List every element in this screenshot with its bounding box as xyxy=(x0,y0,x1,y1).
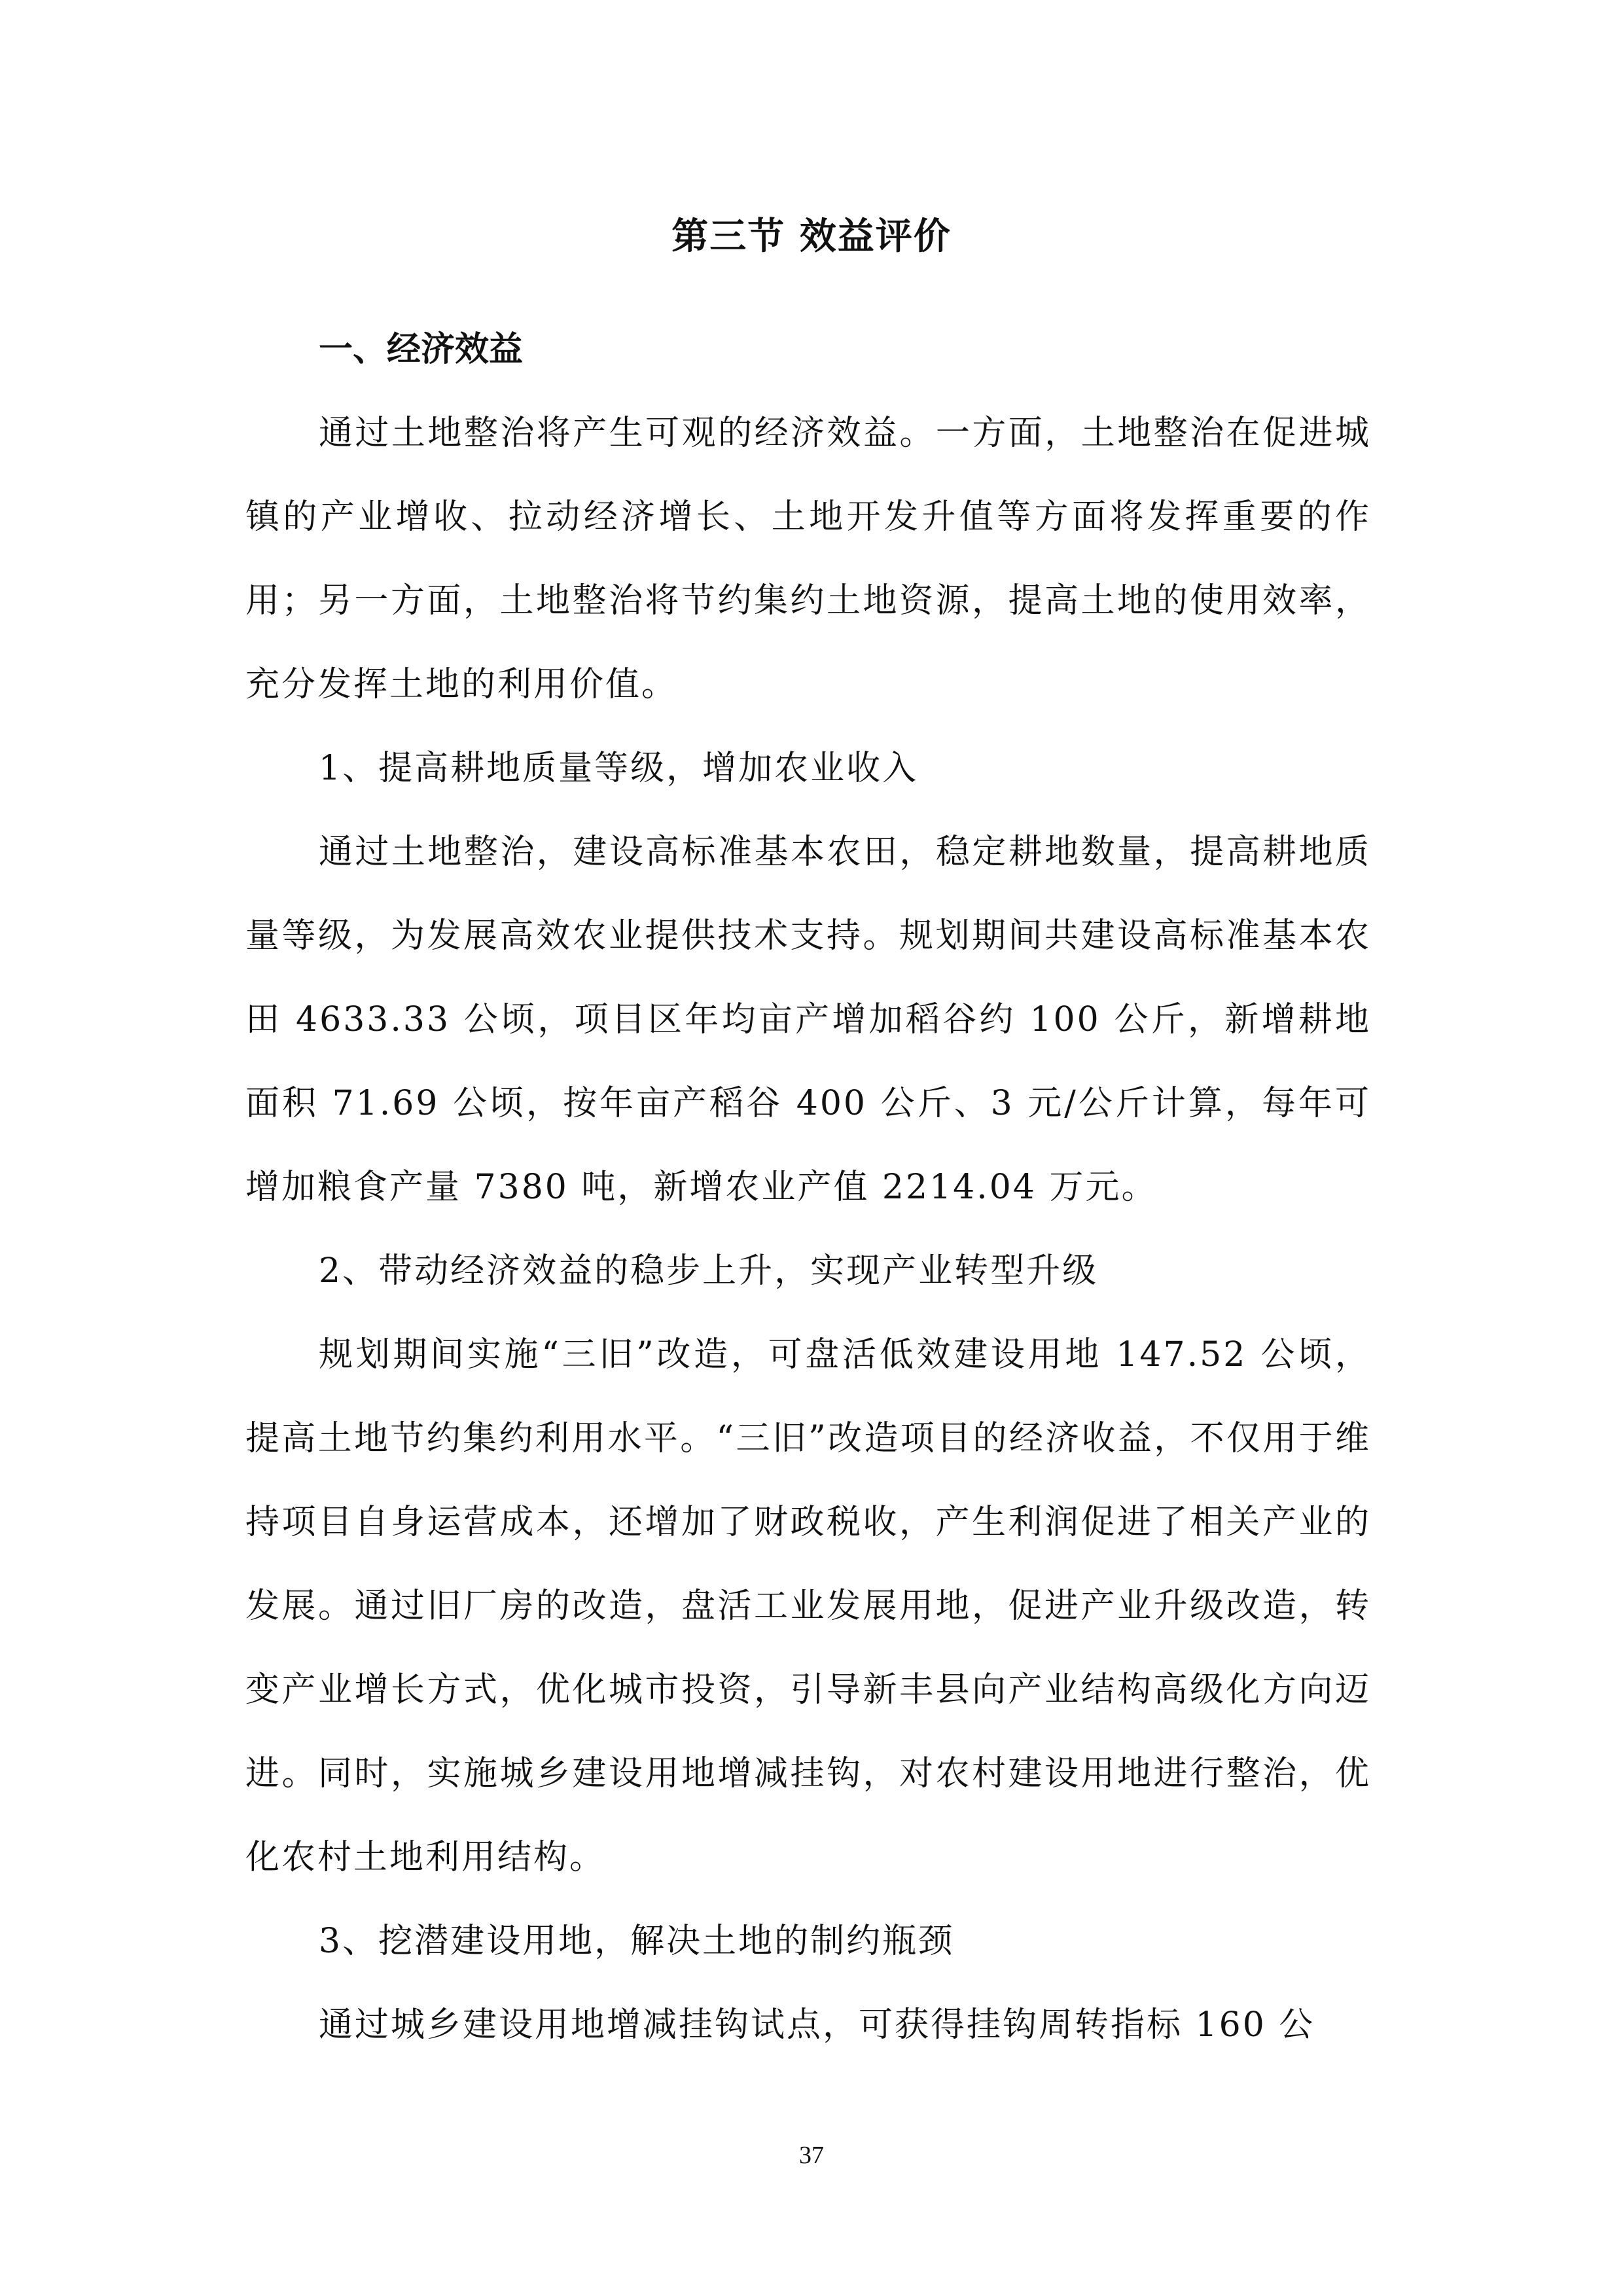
paragraph-industrial-upgrade: 规划期间实施“三旧”改造，可盘活低效建设用地 147.52 公顷，提高土地节约集约利用水平。“三旧”改造项目的经济收益，不仅用于维持项目自身运营成本，还增加了财政税收，产生利润促进了相关产业的发展。通过旧厂房的改造，盘活工业发展用地，促进产业升级改造，转变产业增长方式，优化城市投资，引导新丰县向产业结构高级化方向迈进。同时，实施城乡建设用地增减挂钩，对农村建设用地进行整治，优化农村土地利用结构。 xyxy=(245,1335,1371,1877)
paragraph-farmland-quality: 通过土地整治，建设高标准基本农田，稳定耕地数量，提高耕地质量等级，为发展高效农业提供技术支持。规划期间共建设高标准基本农田 4633.33 公顷，项目区年均亩产增加稻谷约 100 公斤，新增耕地面积 71.69 公顷，按年亩产稻谷 400 公斤、3 元/公斤计算，每年可增加粮食产量 7380 吨，新增农业产值 2214.04 万元。 xyxy=(245,833,1371,1207)
subheading-farmland-quality: 1、提高耕地质量等级，增加农业收入 xyxy=(319,749,919,788)
heading-economic-benefits: 一、经济效益 xyxy=(319,330,524,369)
page-number: 37 xyxy=(799,2142,824,2169)
paragraph-construction-land: 通过城乡建设用地增减挂钩试点，可获得挂钩周转指标 160 公 xyxy=(319,2005,1315,2045)
document-body xyxy=(245,308,1371,2067)
section-title: 第三节 效益评价 xyxy=(671,215,952,258)
subheading-industrial-upgrade: 2、带动经济效益的稳步上升，实现产业转型升级 xyxy=(319,1251,1099,1291)
paragraph-intro: 通过土地整治将产生可观的经济效益。一方面，土地整治在促进城镇的产业增收、拉动经济增长、土地开发升值等方面将发挥重要的作用；另一方面，土地整治将节约集约土地资源，提高土地的使用效率，充分发挥土地的利用价值。 xyxy=(245,414,1371,704)
subheading-construction-land: 3、挖潜建设用地，解决土地的制约瓶颈 xyxy=(319,1922,955,1961)
